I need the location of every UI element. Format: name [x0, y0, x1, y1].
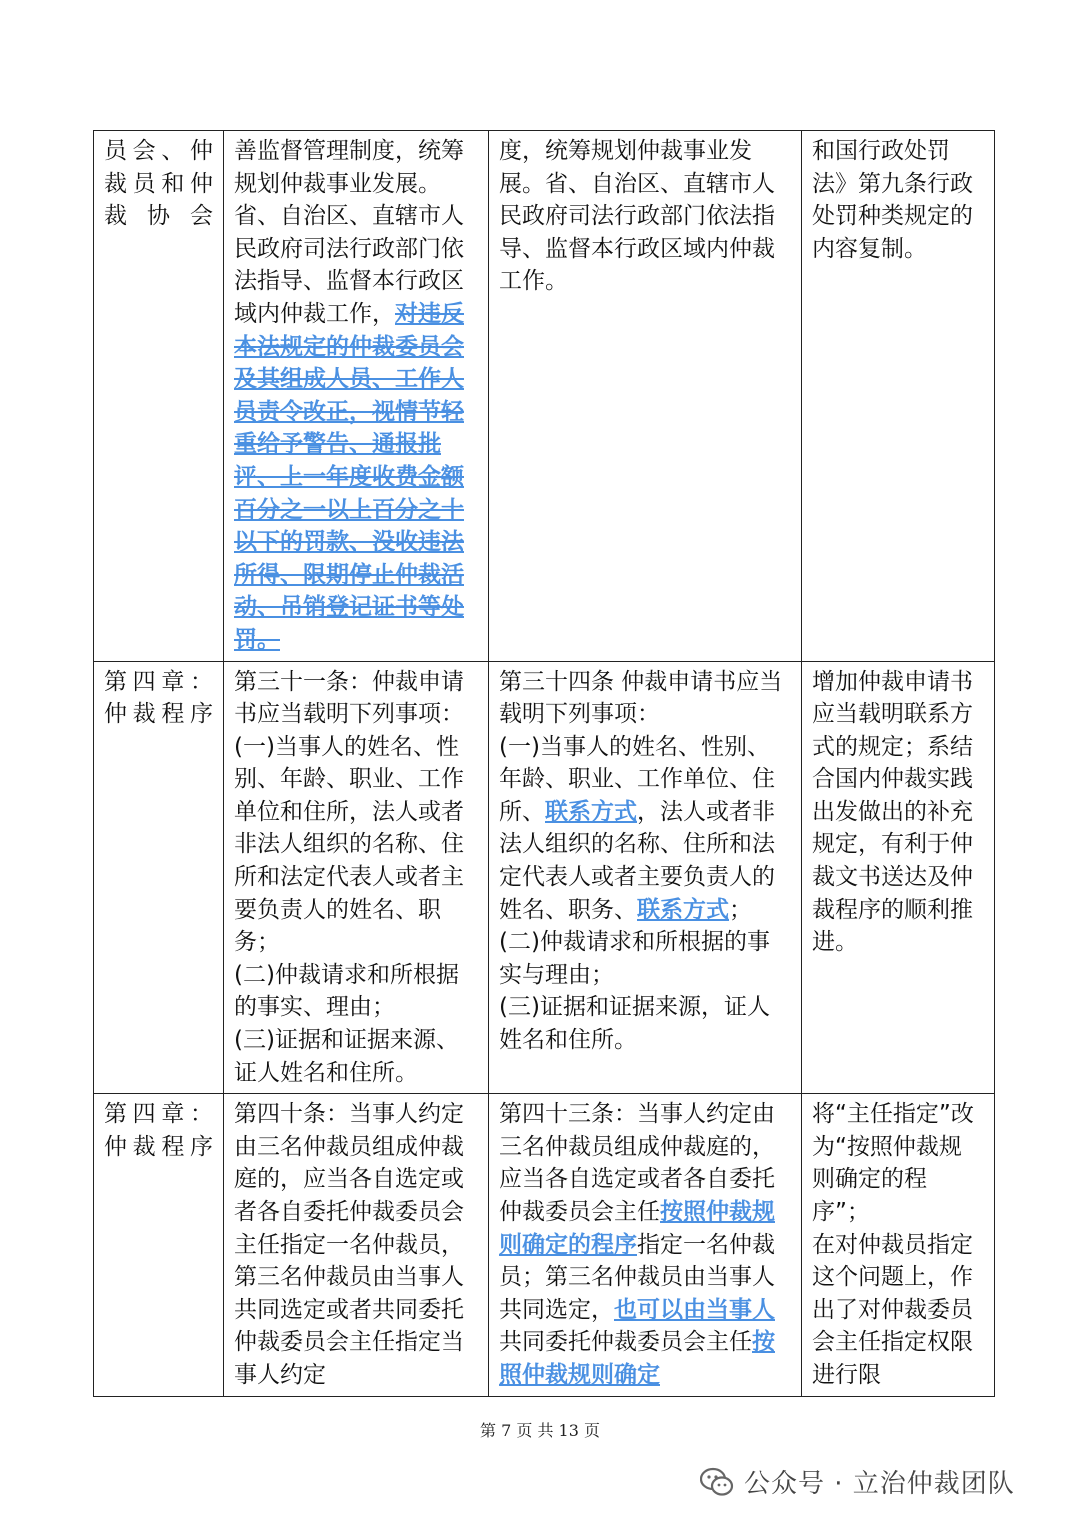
note-cell [802, 1094, 995, 1396]
page-footer: 第 7 页 共 13 页 [480, 1421, 600, 1440]
inserted-text: 联系方式 [637, 896, 729, 923]
inserted-text: 按照仲裁规则确定 [499, 1329, 775, 1388]
cell-text: 和国行政处罚法》第九条行政处罚种类规定的内容复制。 [812, 138, 973, 262]
cell-text: 善监督管理制度，统筹规划仲裁事业发展。省、自治区、直辖市人民政府司法行政部门依法指导、监督本行政区域内仲裁工作， [234, 138, 464, 327]
cell-text: 第三十一条：仲裁申请书应当载明下列事项： [234, 668, 464, 728]
new-text-cell [489, 661, 802, 1094]
chapter-cell: 第四章：仲裁程序 [94, 1094, 224, 1396]
deleted-text: 对违反本法规定的仲裁委员会及其组成人员、工作人员责令改正，视情节轻重给予警告、通报批评、上一年度收费金额百分之一以上百分之十以下的罚款、没收违法所得、限期停止仲裁活动、吊销登记证书等处罚。 [234, 300, 464, 653]
cell-text: (一)当事人的姓名、性别、年龄、职业、工作单位、住所、 [499, 733, 775, 825]
cell-text: (三)证据和证据来源，证人姓名和住所。 [499, 994, 770, 1054]
chapter-cell: 第四章：仲裁程序 [94, 661, 224, 1094]
inserted-text: 也可以由当事人 [614, 1296, 775, 1323]
chapter-cell: 员会、仲裁员和仲裁协会 [94, 131, 224, 662]
cell-text: (一)当事人的姓名、性别、年龄、职业、工作单位和住所，法人或者非法人组织的名称、住所和法定代表人或者主要负责人的姓名、职务； [234, 733, 464, 956]
watermark-text: 公众号 · 立治仲裁团队 [744, 1469, 1015, 1499]
old-text-cell [224, 131, 489, 662]
note-cell [802, 661, 995, 1094]
old-text-cell [224, 661, 489, 1094]
cell-text: 增加仲裁申请书应当载明联系方式的规定；系结合国内仲裁实践出发做出的补充规定，有利于仲裁文书送达及仲裁程序的顺利推进。 [812, 668, 973, 956]
note-cell [802, 131, 995, 662]
cell-text: 度，统筹规划仲裁事业发展。省、自治区、直辖市人民政府司法行政部门依法指导、监督本行政区域内仲裁工作。 [499, 138, 775, 295]
cell-text: ，法人或者非法人组织的名称、住所和法定代表人或者主要负责人的姓名、职务、 [499, 798, 775, 923]
cell-text: 第四十三条：当事人约定由三名仲裁员组成仲裁庭的，应当各自选定或者各自委托仲裁委员会主任 [499, 1101, 775, 1225]
cell-text: 第四十条：当事人约定由三名仲裁员组成仲裁庭的，应当各自选定或者各自委托仲裁委员会主任指定一名仲裁员，第三名仲裁员由当事人共同选定或者共同委托仲裁委员会主任指定当事人约定 [234, 1101, 464, 1388]
inserted-text: 联系方式 [545, 798, 637, 825]
comparison-table [93, 130, 995, 1397]
table-row [94, 131, 995, 662]
watermark [700, 1463, 1015, 1500]
cell-text: ； [729, 896, 752, 923]
cell-text: (二)仲裁请求和所根据的事实、理由； [234, 961, 459, 1021]
new-text-cell [489, 1094, 802, 1396]
table-row [94, 661, 995, 1094]
inserted-text: 按照仲裁规则确定的程序 [499, 1199, 775, 1258]
cell-text: 指定一名仲裁员；第三名仲裁员由当事人共同选定， [499, 1231, 775, 1323]
cell-text: 共同委托仲裁委员会主任 [499, 1329, 752, 1356]
wechat-icon [700, 1467, 734, 1497]
cell-text: (三)证据和证据来源、证人姓名和住所。 [234, 1027, 459, 1086]
cell-text: (二)仲裁请求和所根据的事实与理由； [499, 929, 770, 988]
cell-text: 第三十四条 仲裁申请书应当载明下列事项： [499, 668, 783, 728]
new-text-cell [489, 131, 802, 662]
old-text-cell [224, 1094, 489, 1396]
cell-text: 将“主任指定”改为“按照仲裁规则确定的程序”； [812, 1101, 974, 1225]
cell-text: 在对仲裁员指定这个问题上，作出了对仲裁委员会主任指定权限进行限 [812, 1231, 973, 1388]
table-row [94, 1094, 995, 1396]
